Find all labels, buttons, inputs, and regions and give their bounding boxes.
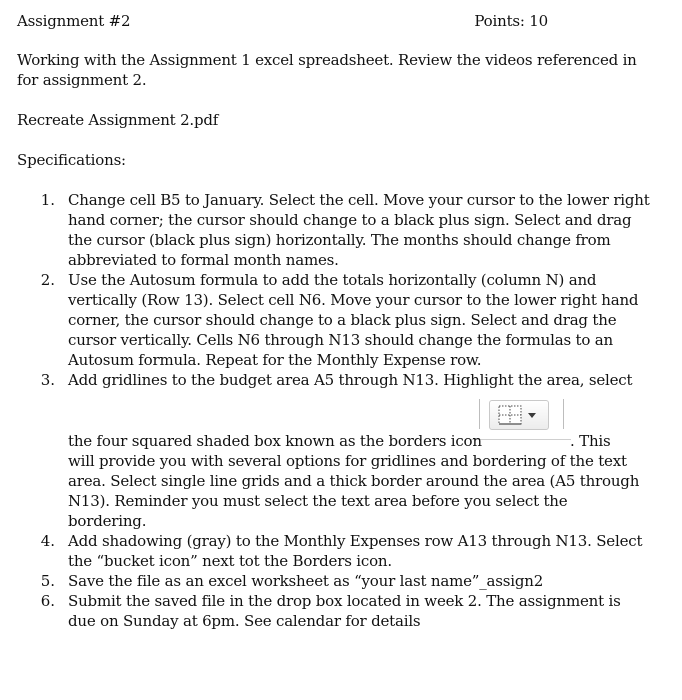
borders-icon	[490, 401, 548, 429]
list-item-line: bordering.	[68, 512, 147, 530]
list-item-line: Use the Autosum formula to add the totals horizontally (column N) and	[68, 271, 597, 289]
list-number: 2.	[40, 271, 55, 289]
list-number: 3.	[40, 371, 55, 389]
assignment-title: Assignment #2	[17, 12, 131, 30]
list-item-line: Change cell B5 to January. Select the cell. Move your cursor to the lower right	[68, 191, 650, 209]
list-item-line: hand corner; the cursor should change to a black plus sign. Select and drag	[68, 211, 632, 229]
points-label: Points: 10	[474, 12, 548, 30]
list-item-line: N13). Reminder you must select the text area before you select the	[68, 492, 568, 510]
list-item-line: cursor vertically. Cells N6 through N13 should change the formulas to an	[68, 331, 613, 349]
list-item-line: vertically (Row 13). Select cell N6. Move your cursor to the lower right hand	[68, 291, 639, 309]
list-item-line: Add gridlines to the budget area A5 through N13. Highlight the area, select	[68, 371, 633, 389]
list-item-line: . This	[570, 432, 611, 450]
list-item-line: Autosum formula. Repeat for the Monthly Expense row.	[68, 351, 482, 369]
list-number: 1.	[40, 191, 55, 209]
toolbar-underline	[471, 439, 571, 440]
borders-toolbar-image	[471, 393, 571, 443]
list-item-line: will provide you with several options for gridlines and bordering of the text	[68, 452, 627, 470]
list-item-line: the cursor (black plus sign) horizontally. The months should change from	[68, 231, 611, 249]
list-item-line: abbreviated to formal month names.	[68, 251, 339, 269]
chevron-down-icon	[528, 413, 536, 418]
list-number: 6.	[40, 592, 55, 610]
list-item-line: the “bucket icon” next tot the Borders icon.	[68, 552, 392, 570]
list-item-line: area. Select single line grids and a thick border around the area (A5 through	[68, 472, 640, 490]
list-item-line: Add shadowing (gray) to the Monthly Expenses row A13 through N13. Select	[68, 532, 643, 550]
list-item-line: the four squared shaded box known as the borders icon	[68, 432, 482, 450]
list-item-line: corner, the cursor should change to a black plus sign. Select and drag the	[68, 311, 617, 329]
toolbar-divider	[563, 399, 572, 429]
list-item-line: Save the file as an excel worksheet as “your last name”_assign2	[68, 572, 544, 590]
toolbar-divider	[471, 399, 480, 429]
list-item-line: due on Sunday at 6pm. See calendar for details	[68, 612, 421, 630]
intro-line-1: Working with the Assignment 1 excel spreadsheet. Review the videos referenced in	[17, 51, 637, 69]
list-item-line: Submit the saved file in the drop box located in week 2. The assignment is	[68, 592, 621, 610]
recreate-instruction: Recreate Assignment 2.pdf	[17, 111, 219, 129]
list-number: 5.	[40, 572, 55, 590]
list-number: 4.	[40, 532, 55, 550]
specifications-heading: Specifications:	[17, 151, 126, 169]
intro-line-2: for assignment 2.	[17, 71, 147, 89]
borders-button-image	[489, 400, 549, 430]
